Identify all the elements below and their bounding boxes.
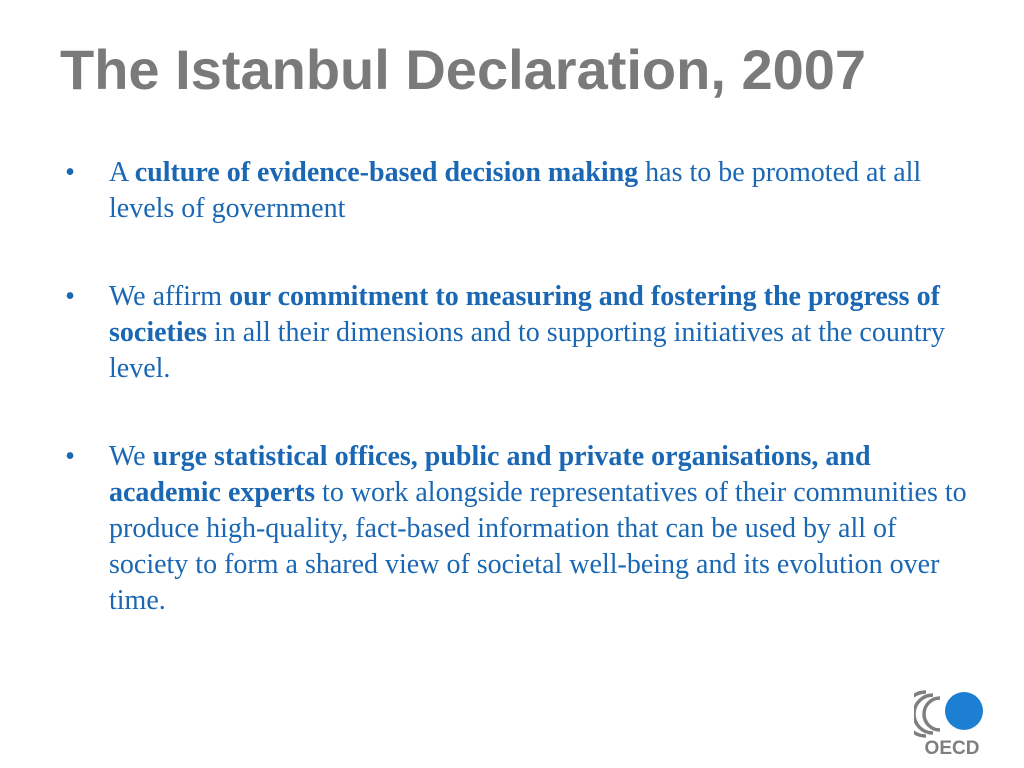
bullet-text-bold: culture of evidence-based decision making [134,157,639,188]
bullet-text-before: We affirm [109,281,230,312]
bullet-dot: • [65,281,75,312]
bullet-text-after: to work alongside representatives of their communities to produce high-quality, fact-based information that can be used by all of society to form a shared view of societal well-being and its evolution over time. [109,477,967,616]
bullet-dot: • [65,157,75,188]
bullet-dot: • [65,441,75,472]
slide-title: The Istanbul Declaration, 2007 [60,38,867,101]
bullet-text-bold: urge statistical offices, public and private organisations, and academic experts [109,441,871,508]
logo-text: OECD [924,738,980,758]
bullet-text-bold: our commitment to measuring and fostering the progress of societies [109,281,940,348]
bullet-item [60,155,980,227]
bullet-item [60,279,980,387]
logo-arc-inner [924,698,940,730]
logo-circle [945,692,983,730]
bullet-text-after: has to be promoted at all levels of government [109,157,922,224]
bullet-text-after: in all their dimensions and to supporting initiatives at the country level. [109,317,945,384]
bullet-text-before: We [109,441,153,472]
oecd-logo-icon [914,688,986,758]
bullet-item [60,439,980,619]
bullet-text-before: A [109,157,135,188]
bullet-list [60,155,980,619]
